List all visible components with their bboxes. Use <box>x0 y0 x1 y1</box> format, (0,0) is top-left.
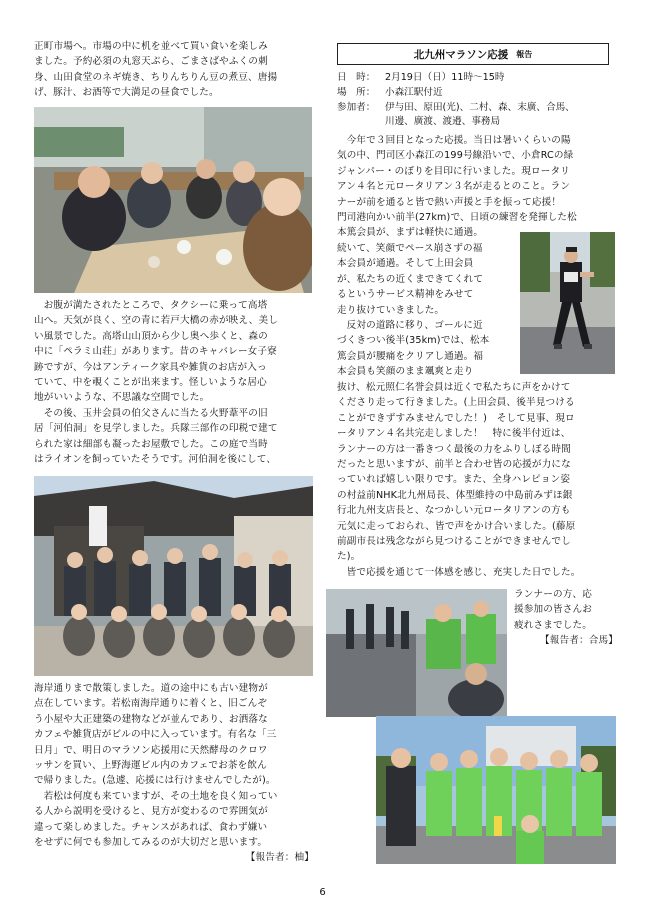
meta-value: 2月19日（日）11時～15時 <box>385 72 505 83</box>
text-line: 疲れさまでした。 <box>514 619 592 631</box>
text-line: だったと思いますが、前半と合わせ皆の応援が力にな <box>337 459 571 471</box>
text-line: 抜け、松元照仁名誉会員は近くで私たちに声をかけて <box>337 382 571 393</box>
left-intro-paragraph <box>34 39 314 101</box>
text-line: ことができずすみませんでした！) そして見事、現ロ <box>337 412 575 424</box>
text-line: 門司港向かい前半(27km)で、日頃の練習を発揮した松 <box>337 212 577 224</box>
meta-row-participants <box>337 101 617 116</box>
text-line: 山へ。天気が良く、空の青に若戸大橋の赤が映え、美し <box>34 315 278 327</box>
right-side-paragraph <box>514 587 618 649</box>
meta-value: 伊与田、原田(光)、二村、森、末廣、合馬、 <box>385 101 575 113</box>
right-wrap-paragraph <box>337 241 515 380</box>
text-line: 行北九州支店長と、なつかしい元ロータリアンの方も <box>337 505 571 517</box>
text-line: 正町市場へ。市場の中に机を並べて買い食いを楽しみ <box>34 41 268 52</box>
event-meta <box>337 71 617 130</box>
supporters-group-photo <box>376 716 616 864</box>
text-line: 違って楽しめました。チャンスがあれば、食わず嫌い <box>34 821 268 833</box>
text-line: ランナーの方は一番きつく最後の力をふりしぼる時間 <box>337 443 571 455</box>
text-line: が、私たちの近くまできてくれて <box>337 273 484 285</box>
text-line: う小屋や大正建築の建物などが並んであり、お洒落な <box>34 713 268 725</box>
text-line: その後、玉井会員の伯父さんに当たる火野葦平の旧 <box>43 407 268 419</box>
group-photo-kahakudo <box>34 476 313 676</box>
text-line: ータリアン４名共完走しました！ 特に後半付近は、 <box>337 428 571 440</box>
text-line: 海岸通りまで散策しました。道の途中にも古い建物が <box>34 683 268 694</box>
right-full-paragraph <box>337 380 615 580</box>
meta-label: 日 時： <box>337 72 376 83</box>
section-title: 北九州マラソン応援 <box>413 48 509 61</box>
text-line: っていれば嬉しい限りです。また、全身ハレピョン姿 <box>337 474 571 486</box>
text-line: られた家は細部も凝ったお屋敷でした。この庭で当時 <box>34 438 268 450</box>
meta-row-date <box>337 71 617 86</box>
text-line: アン４名と元ロータリアン３名が走るとのこと。ラン <box>337 181 571 193</box>
text-line: 反対の道路に移り、ゴールに近 <box>346 320 483 332</box>
text-line: ッサンを買い、上野海運ビル内のカフェでお茶を飲ん <box>34 760 267 772</box>
text-line: 続いて、笑顔でペース崩さずの福 <box>337 243 483 254</box>
text-line: をせずに何でも参加してみるのが大切だと思います。 <box>34 837 268 849</box>
text-line: 今年で３回目となった応援。当日は暑いくらいの陽 <box>346 135 571 146</box>
text-line: 跡ですが、今はアンティーク家具や雑貨のお店が入っ <box>34 361 267 373</box>
left-bottom-paragraph <box>34 681 314 866</box>
runner-photo <box>520 232 615 374</box>
text-line: 気の中、門司区小森江の199号線沿いで、小倉RCの緑 <box>337 150 574 162</box>
text-line: 本篤会員が、まずは軽快に通過。 <box>337 227 484 239</box>
left-middle-paragraph <box>34 298 314 467</box>
meta-row-place <box>337 86 617 101</box>
cheering-crowd-photo <box>326 589 507 717</box>
text-line: 走り抜けていきました。 <box>337 304 445 316</box>
section-title-tag: 報告 <box>516 49 533 59</box>
reporter-credit: 【報告者：柚】 <box>245 852 314 864</box>
text-line: お腹が満たされたところで、タクシーに乗って高塔 <box>43 300 268 311</box>
text-line: 本会員が通過。そして上田会員 <box>337 258 474 270</box>
text-line: はライオンを飼っていたそうです。河伯洞を後にして、 <box>34 454 277 466</box>
meta-label: 場 所： <box>337 86 376 98</box>
text-line: ランナーの方、応 <box>514 589 592 600</box>
meta-label <box>337 115 385 130</box>
text-line: カフェや雑貨店がビルの中に入っています。有名な「三 <box>34 729 277 741</box>
text-line: ていて、中を覗くことが出来ます。怪しいような居心 <box>34 377 267 389</box>
text-line: ナーが前を通ると皆で熱い声援と手を振って応援！ <box>337 196 562 208</box>
text-line: た)。 <box>337 551 361 563</box>
text-line: 皆で応援を通じて一体感を感じ、充実した日でした。 <box>346 566 581 578</box>
text-line: い風景でした。高塔山山頂から少し奥へ歩くと、森の <box>34 330 268 342</box>
reporter-credit: 【報告者：合馬】 <box>540 635 618 647</box>
text-line: る人から説明を受けると、見方が変わるので雰囲気が <box>34 806 268 818</box>
text-line: 中に「ペラミ山荘」があります。昔のキャバレー女子寮 <box>34 346 277 358</box>
text-line: ました。予約必須の丸窓天ぷら、ごまさばやふくの刺 <box>34 56 268 68</box>
text-line: 前副市長は残念ながら見つけることができませんでし <box>337 536 571 548</box>
text-line: 篤会員が腰痛をクリアし通過。福 <box>337 350 484 362</box>
text-line: 点在しています。若松南海岸通りに着くと、旧ごんぞ <box>34 698 268 710</box>
text-line: 地がいいような、不思議な空間でした。 <box>34 392 210 404</box>
text-line: 日月」で、明日のマラソン応援用に天然酵母のクロワ <box>34 744 268 756</box>
text-line: 身、山田食堂のネギ焼き、ちりんちりん豆の煮豆、唐揚 <box>34 71 278 83</box>
text-line: るというサービス精神をみせて <box>337 289 474 301</box>
section-title-box <box>337 43 609 65</box>
meta-value: 小森江駅付近 <box>385 86 443 98</box>
meta-row-participants-cont <box>337 115 617 130</box>
text-line: くださり走って行きました。(上田会員、後半見つける <box>337 397 575 409</box>
text-line: 居「河伯洞」を見学しました。兵隊三部作の印税で建て <box>34 423 278 435</box>
page-number: 6 <box>319 887 326 898</box>
text-line: 本会員も笑顔のまま颯爽と走り <box>337 366 474 378</box>
text-line: げ、豚汁、お酒等で大満足の昼食でした。 <box>34 87 219 99</box>
text-line: ジャンパー・のぼりを目印に行いました。現ロータリ <box>337 165 570 177</box>
text-line: 元気に走っておられ、皆で声をかけ合いました。(藤原 <box>337 520 576 532</box>
market-lunch-photo <box>34 107 312 293</box>
text-line: の村益前NHK北九州局長、体型維持の中島前みずほ銀 <box>337 489 573 501</box>
right-top-paragraph <box>337 133 615 241</box>
text-line: づくきつい後半(35km)では、松本 <box>337 335 490 347</box>
text-line: で帰りました。(急遽、応援には行けませんでしたが)。 <box>34 775 276 787</box>
meta-label: 参加者： <box>337 101 376 113</box>
meta-value: 川邊、廣渡、渡邉、事務局 <box>385 116 501 128</box>
text-line: 若松は何度も来ていますが、その土地を良く知ってい <box>43 790 278 802</box>
text-line: 援参加の皆さんお <box>514 604 592 616</box>
